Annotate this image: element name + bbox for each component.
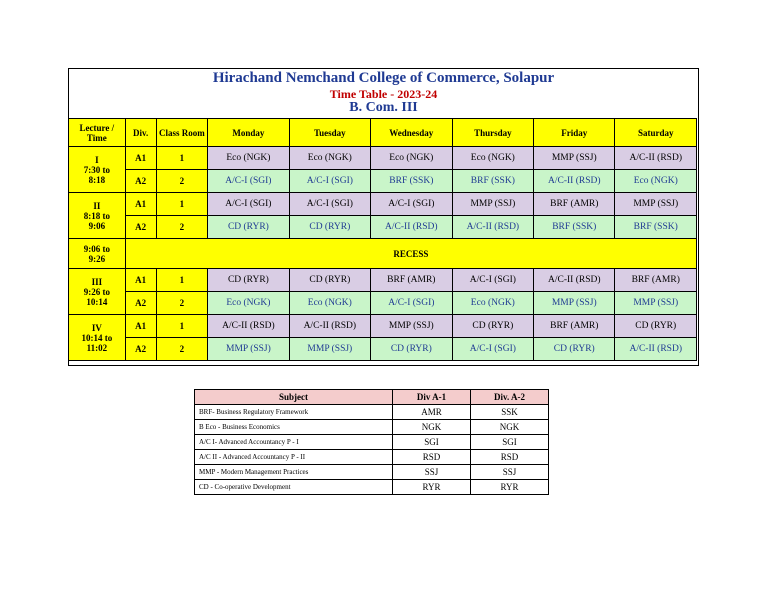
legend-row [195,405,549,420]
recess-row [69,239,697,269]
legend-div-a2: RSD [471,450,549,465]
schedule-cell: A/C-II (RSD) [534,170,615,193]
schedule-cell: CD (RYR) [208,269,289,292]
schedule-cell: Eco (NGK) [208,292,289,315]
division-cell: A1 [125,147,156,170]
classroom-cell: 2 [156,338,208,361]
table-row [69,315,697,338]
legend-div-a2: SSJ [471,465,549,480]
schedule-cell: A/C-II (RSD) [452,216,533,239]
schedule-cell: A/C-II (RSD) [615,147,697,170]
schedule-cell: CD (RYR) [289,216,370,239]
schedule-cell: A/C-II (RSD) [615,338,697,361]
legend-row [195,420,549,435]
schedule-cell: A/C-II (RSD) [289,315,370,338]
schedule-cell: MMP (SSJ) [615,193,697,216]
legend-header-div-a2: Div. A-2 [471,390,549,405]
legend-row [195,435,549,450]
legend-div-a2: SSK [471,405,549,420]
division-cell: A2 [125,216,156,239]
schedule-cell: A/C-II (RSD) [371,216,453,239]
table-row [69,338,697,361]
schedule-cell: BRF (SSK) [371,170,453,193]
lecture-time-cell: III 9:26 to 10:14 [69,269,126,315]
schedule-cell: MMP (SSJ) [452,193,533,216]
col-header-lecture: Lecture / Time [69,119,126,147]
legend-header-div-a1: Div A-1 [393,390,471,405]
table-row [69,170,697,193]
classroom-cell: 2 [156,170,208,193]
division-cell: A2 [125,292,156,315]
col-header-div: Div. [125,119,156,147]
col-header-wednesday: Wednesday [371,119,453,147]
col-header-monday: Monday [208,119,289,147]
legend-subject: A/C I- Advanced Accountancy P - I [195,435,393,450]
legend-div-a1: RSD [393,450,471,465]
schedule-cell: A/C-I (SGI) [289,170,370,193]
schedule-cell: A/C-I (SGI) [452,338,533,361]
schedule-cell: MMP (SSJ) [615,292,697,315]
schedule-cell: CD (RYR) [208,216,289,239]
table-row [69,193,697,216]
legend-header-subject: Subject [195,390,393,405]
schedule-cell: A/C-II (RSD) [208,315,289,338]
legend-div-a1: RYR [393,480,471,495]
schedule-cell: MMP (SSJ) [289,338,370,361]
col-header-saturday: Saturday [615,119,697,147]
legend-div-a1: AMR [393,405,471,420]
schedule-cell: A/C-I (SGI) [208,193,289,216]
legend-div-a1: NGK [393,420,471,435]
classroom-cell: 2 [156,292,208,315]
schedule-cell: Eco (NGK) [371,147,453,170]
recess-label: RECESS [125,239,696,269]
division-cell: A2 [125,170,156,193]
division-cell: A2 [125,338,156,361]
division-cell: A1 [125,193,156,216]
schedule-cell: A/C-I (SGI) [371,193,453,216]
legend-div-a2: RYR [471,480,549,495]
schedule-cell: BRF (AMR) [534,193,615,216]
legend-subject: B Eco - Business Economics [195,420,393,435]
schedule-cell: BRF (AMR) [615,269,697,292]
classroom-cell: 2 [156,216,208,239]
schedule-cell: A/C-II (RSD) [534,269,615,292]
schedule-cell: BRF (SSK) [534,216,615,239]
schedule-cell: Eco (NGK) [289,147,370,170]
subject-legend-table [194,389,549,495]
col-header-room: Class Room [156,119,208,147]
schedule-cell: A/C-I (SGI) [208,170,289,193]
schedule-cell: CD (RYR) [371,338,453,361]
division-cell: A1 [125,269,156,292]
legend-row [195,450,549,465]
legend-div-a1: SGI [393,435,471,450]
classroom-cell: 1 [156,147,208,170]
lecture-time-cell: I 7:30 to 8:18 [69,147,126,193]
schedule-cell: MMP (SSJ) [534,147,615,170]
legend-div-a2: NGK [471,420,549,435]
schedule-cell: MMP (SSJ) [371,315,453,338]
classroom-cell: 1 [156,193,208,216]
col-header-tuesday: Tuesday [289,119,370,147]
classroom-cell: 1 [156,315,208,338]
schedule-cell: Eco (NGK) [615,170,697,193]
classroom-cell: 1 [156,269,208,292]
lecture-time-cell: IV 10:14 to 11:02 [69,315,126,361]
schedule-cell: CD (RYR) [452,315,533,338]
col-header-thursday: Thursday [452,119,533,147]
schedule-cell: A/C-I (SGI) [371,292,453,315]
schedule-cell: CD (RYR) [289,269,370,292]
legend-subject: BRF- Business Regulatory Framework [195,405,393,420]
schedule-cell: BRF (AMR) [534,315,615,338]
schedule-cell: A/C-I (SGI) [452,269,533,292]
schedule-cell: Eco (NGK) [452,292,533,315]
timetable-title: Time Table - 2023-24 [329,87,438,101]
course-name: B. Com. III [349,100,418,115]
col-header-friday: Friday [534,119,615,147]
table-row [69,216,697,239]
lecture-time-cell: II 8:18 to 9:06 [69,193,126,239]
table-row [69,269,697,292]
legend-div-a1: SSJ [393,465,471,480]
schedule-cell: A/C-I (SGI) [289,193,370,216]
legend-subject: MMP - Modern Management Practices [195,465,393,480]
legend-subject: CD - Co-operative Development [195,480,393,495]
schedule-cell: CD (RYR) [534,338,615,361]
schedule-cell: BRF (SSK) [452,170,533,193]
schedule-cell: Eco (NGK) [208,147,289,170]
schedule-cell: Eco (NGK) [289,292,370,315]
legend-row [195,480,549,495]
table-row [69,147,697,170]
schedule-cell: MMP (SSJ) [208,338,289,361]
legend-div-a2: SGI [471,435,549,450]
division-cell: A1 [125,315,156,338]
schedule-cell: MMP (SSJ) [534,292,615,315]
schedule-cell: BRF (AMR) [371,269,453,292]
timetable-sheet [68,68,699,366]
legend-row [195,465,549,480]
college-name: Hirachand Nemchand College of Commerce, Solapur [212,70,555,86]
legend-subject: A/C II - Advanced Accountancy P - II [195,450,393,465]
schedule-cell: CD (RYR) [615,315,697,338]
schedule-cell: BRF (SSK) [615,216,697,239]
schedule-cell: Eco (NGK) [452,147,533,170]
recess-time-cell: 9:06 to 9:26 [69,239,126,269]
table-row [69,292,697,315]
timetable-grid [68,118,697,361]
